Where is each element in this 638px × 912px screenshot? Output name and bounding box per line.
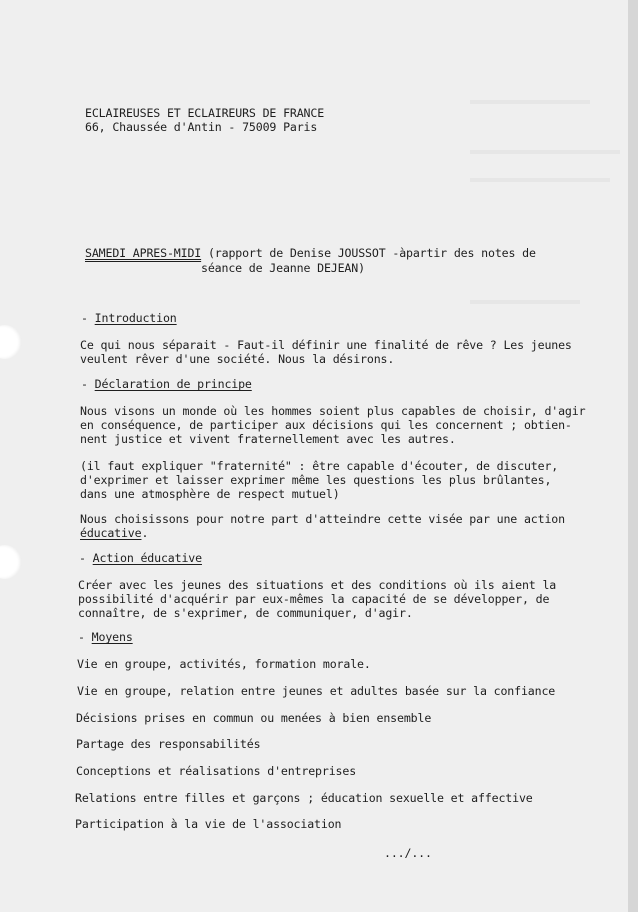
- moyens-item: Partage des responsabilités: [76, 737, 261, 751]
- heading-dash: -: [79, 551, 93, 565]
- declaration-p1-line-1: Nous visons un monde où les hommes soient plus capables de choisir, d'agir: [80, 404, 586, 418]
- bleed-through-mark: [470, 100, 590, 104]
- declaration-p3-line-1: Nous choisissons pour notre part d'atteindre cette visée par une action: [80, 512, 565, 526]
- moyens-item: Vie en groupe, relation entre jeunes et adultes basée sur la confiance: [77, 684, 556, 698]
- heading-dash: -: [81, 311, 95, 325]
- declaration-p2-line-1: (il faut expliquer "fraternité" : être capable d'écouter, de discuter,: [80, 459, 559, 473]
- underlined-word: éducative: [80, 526, 142, 540]
- title-label: SAMEDI APRES-MIDI: [85, 246, 202, 260]
- heading-dash: -: [78, 630, 92, 644]
- title-line-2: séance de Jeanne DEJEAN): [201, 261, 365, 275]
- punch-hole: [0, 325, 22, 359]
- moyens-item: Relations entre filles et garçons ; éducation sexuelle et affective: [75, 791, 533, 805]
- heading-text: Introduction: [94, 311, 177, 325]
- punch-hole: [0, 545, 22, 579]
- bleed-through-mark: [470, 178, 610, 182]
- action-line-1: Créer avec les jeunes des situations et des conditions où ils aient la: [78, 578, 557, 592]
- title-line1-text: (rapport de Denise JOUSSOT -àpartir des notes de: [201, 246, 536, 260]
- heading-declaration: [81, 377, 252, 391]
- org-address: 66, Chaussée d'Antin - 75009 Paris: [85, 120, 318, 134]
- moyens-item: Vie en groupe, activités, formation morale.: [77, 657, 371, 671]
- continuation-mark: .../...: [384, 846, 432, 860]
- page-edge: [628, 0, 638, 912]
- heading-action: [79, 551, 202, 565]
- heading-text: Déclaration de principe: [94, 377, 252, 391]
- declaration-p1-line-3: nent justice et vivent fraternellement avec les autres.: [80, 432, 456, 446]
- period: .: [141, 526, 149, 540]
- org-name: ECLAIREUSES ET ECLAIREURS DE FRANCE: [85, 106, 325, 120]
- declaration-p1-line-2: en conséquence, de participer aux décisions qui les concernent ; obtien-: [80, 418, 572, 432]
- heading-dash: -: [81, 377, 95, 391]
- heading-moyens: [78, 630, 133, 644]
- moyens-item: Conceptions et réalisations d'entreprises: [76, 764, 357, 778]
- action-line-2: possibilité d'acquérir par eux-mêmes la capacité de se développer, de: [78, 592, 550, 606]
- heading-introduction: [81, 311, 177, 325]
- declaration-p2-line-3: dans une atmosphère de respect mutuel): [80, 487, 340, 501]
- moyens-item: Décisions prises en commun ou menées à bien ensemble: [76, 711, 432, 725]
- action-line-3: connaître, de s'exprimer, de communiquer, d'agir.: [78, 606, 413, 620]
- title-line-1: [85, 246, 536, 260]
- declaration-p2-line-2: d'exprimer et laisser exprimer même les questions les plus brûlantes,: [80, 473, 552, 487]
- heading-text: Moyens: [91, 630, 133, 644]
- intro-line-2: veulent rêver d'une société. Nous la désirons.: [80, 352, 395, 366]
- moyens-item: Participation à la vie de l'association: [75, 817, 342, 831]
- intro-line-1: Ce qui nous séparait - Faut-il définir une finalité de rêve ? Les jeunes: [80, 338, 572, 352]
- declaration-p3-line-2: [80, 526, 148, 540]
- heading-text: Action éducative: [92, 551, 202, 565]
- bleed-through-mark: [470, 150, 620, 154]
- bleed-through-mark: [470, 300, 580, 304]
